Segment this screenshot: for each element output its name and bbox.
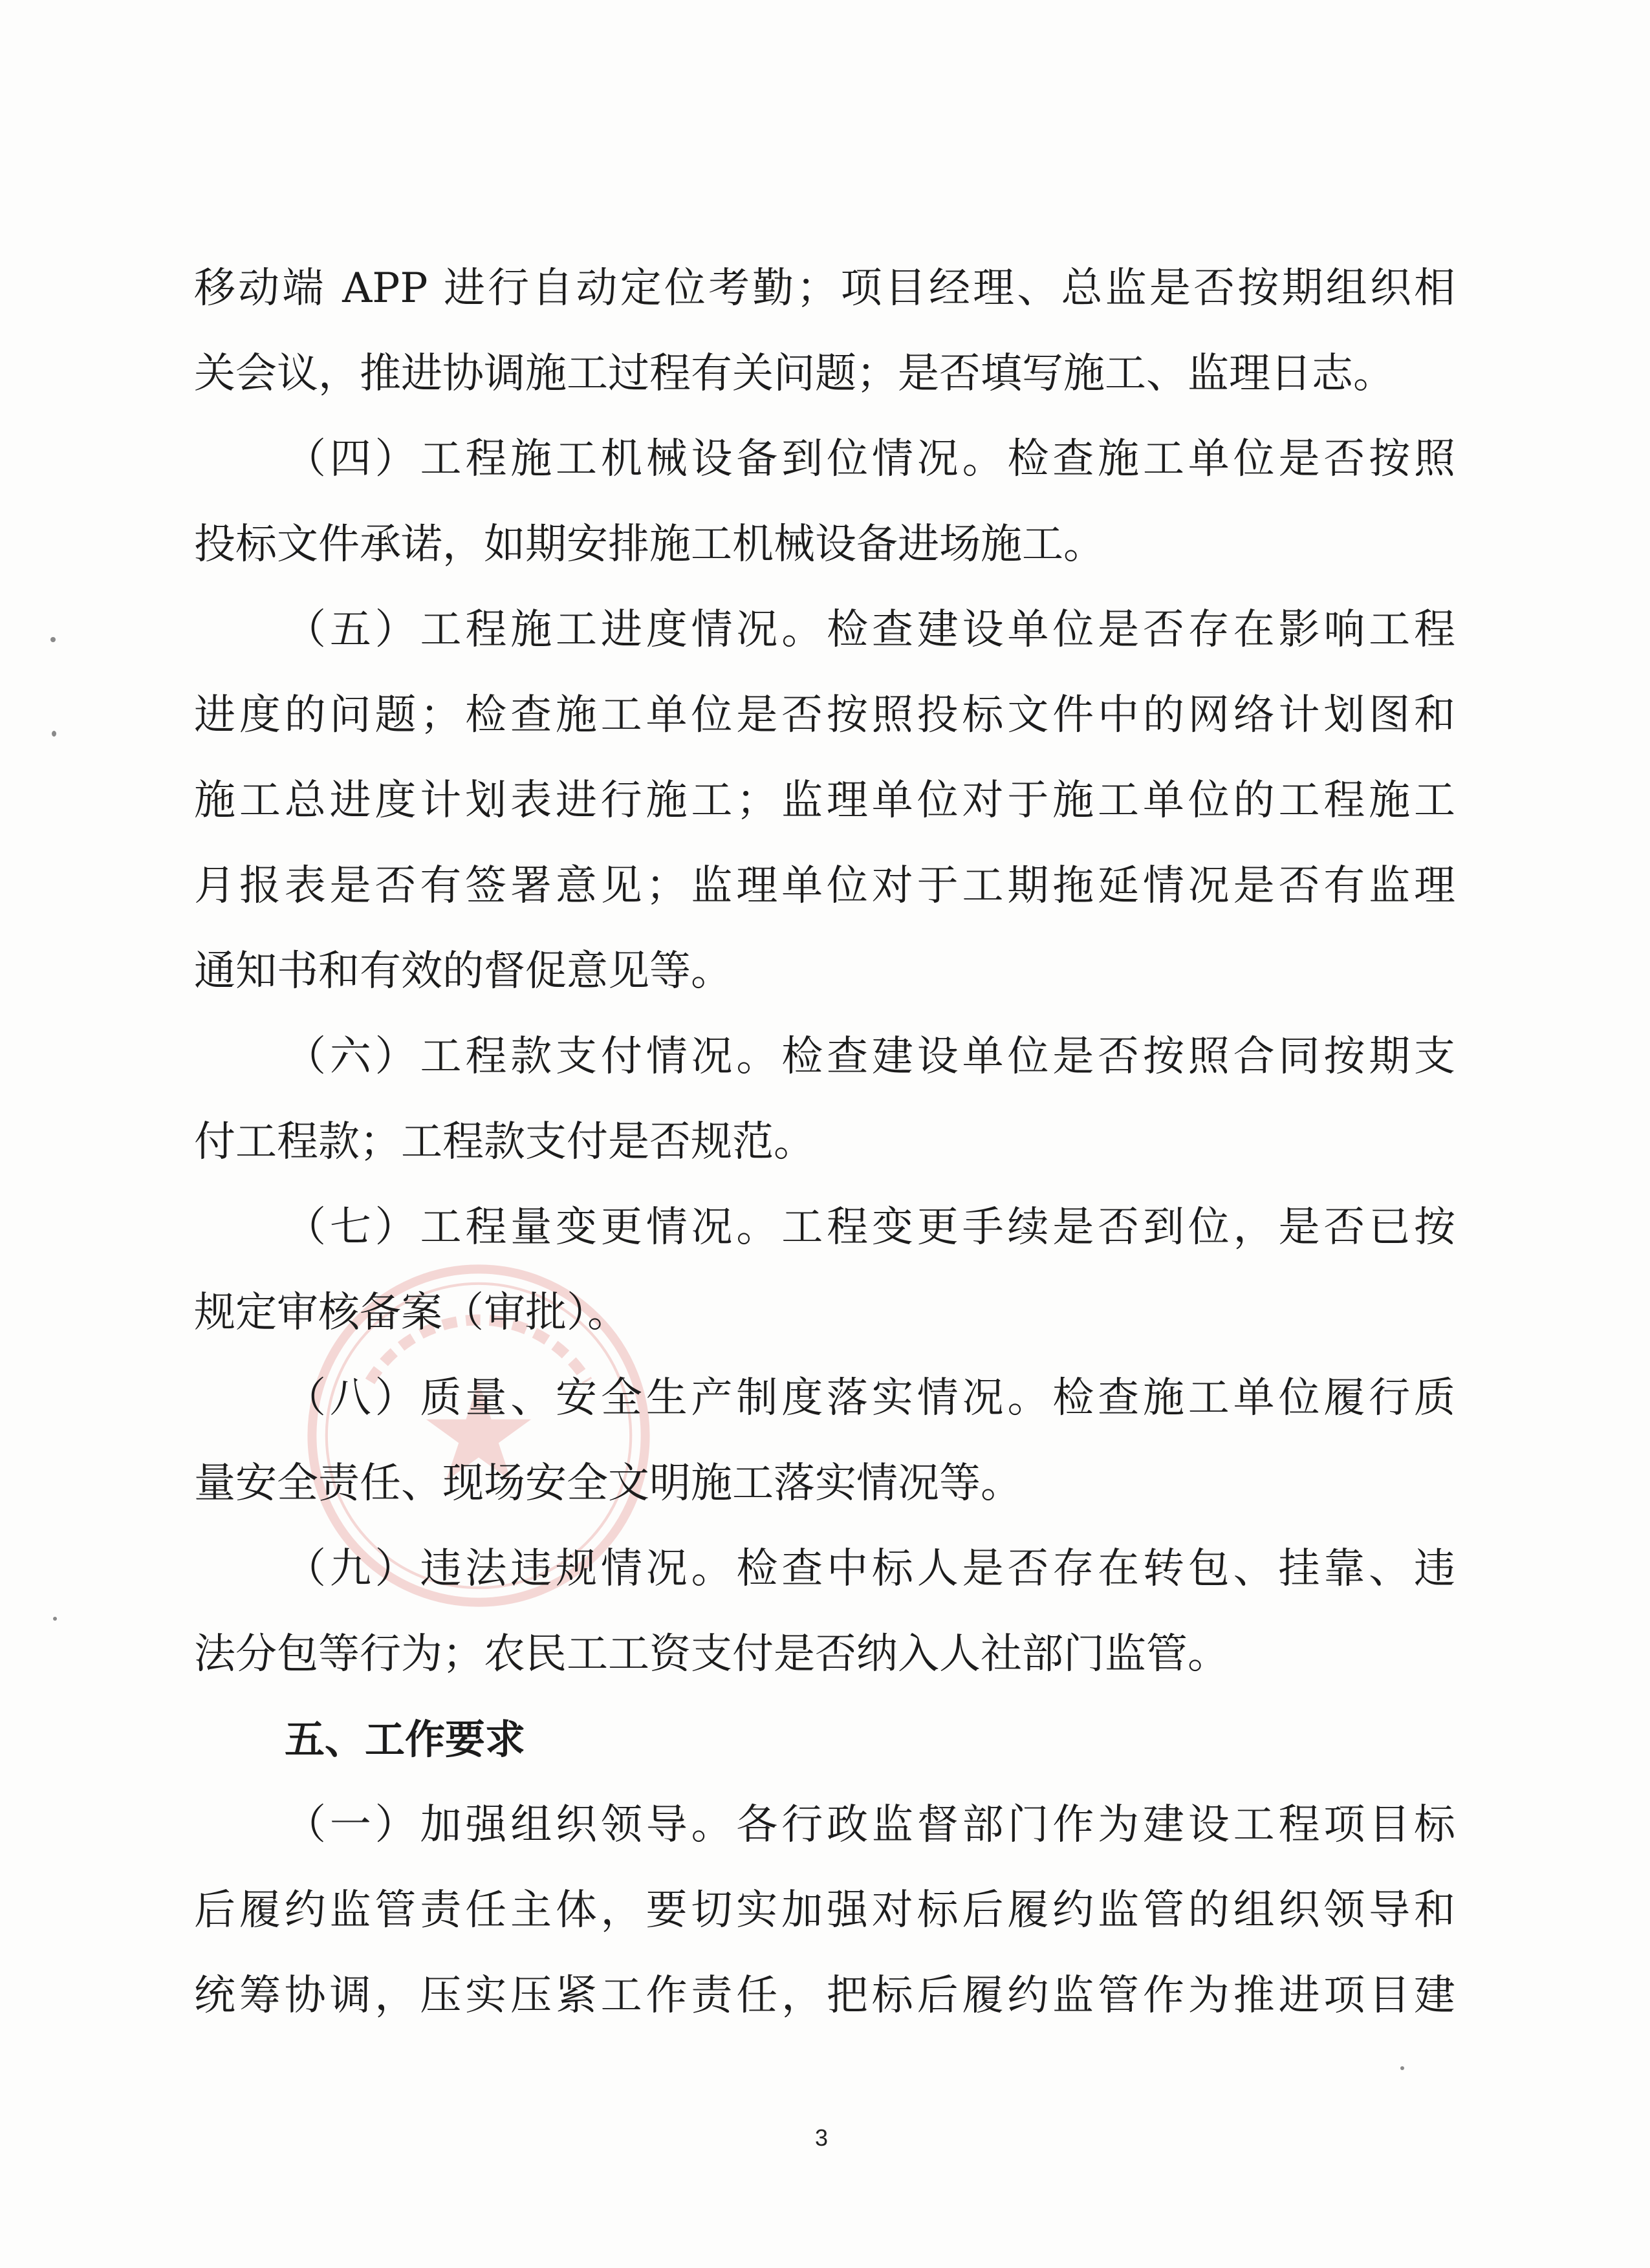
paragraph-line: 统筹协调，压实压紧工作责任，把标后履约监管作为推进项目建 [194,1972,1455,2020]
body-text [194,246,1455,2038]
paragraph-line: 进度的问题；检查施工单位是否按照投标文件中的网络计划图和 [194,691,1455,739]
requirement-1-line: （一）加强组织领导。各行政监督部门作为建设工程项目标 [285,1801,1455,1849]
paragraph-line: 投标文件承诺，如期安排施工机械设备进场施工。 [194,521,1105,568]
paragraph-line: 移动端 APP 进行自动定位考勤；项目经理、总监是否按期组织相 [194,265,1455,312]
paragraph-line: 量安全责任、现场安全文明施工落实情况等。 [194,1460,1022,1507]
paragraph-line: 月报表是否有签署意见；监理单位对于工期拖延情况是否有监理 [194,862,1455,910]
section-5-line: （五）工程施工进度情况。检查建设单位是否存在影响工程 [285,606,1455,654]
paragraph-line: 法分包等行为；农民工工资支付是否纳入人社部门监管。 [194,1630,1229,1678]
section-9-line: （九）违法违规情况。检查中标人是否存在转包、挂靠、违 [285,1545,1455,1593]
scan-speck [53,1617,57,1621]
scan-speck [1400,2066,1404,2070]
paragraph-line: 施工总进度计划表进行施工；监理单位对于施工单位的工程施工 [194,777,1455,825]
section-heading: 五、工作要求 [285,1716,526,1763]
scan-speck [50,637,56,642]
section-7-line: （七）工程量变更情况。工程变更手续是否到位，是否已按 [285,1204,1455,1251]
paragraph-line: 后履约监管责任主体，要切实加强对标后履约监管的组织领导和 [194,1886,1455,1934]
section-4-line: （四）工程施工机械设备到位情况。检查施工单位是否按照 [285,435,1455,483]
page-number: 3 [814,2124,829,2151]
scan-speck [52,731,56,737]
paragraph-line: 规定审核备案（审批）。 [194,1289,629,1337]
paragraph-line: 付工程款；工程款支付是否规范。 [194,1118,815,1166]
section-8-line: （八）质量、安全生产制度落实情况。检查施工单位履行质 [285,1374,1455,1422]
paragraph-line: 关会议，推进协调施工过程有关问题；是否填写施工、监理日志。 [194,350,1395,398]
paragraph-line: 通知书和有效的督促意见等。 [194,947,732,995]
section-6-line: （六）工程款支付情况。检查建设单位是否按照合同按期支 [285,1033,1455,1081]
